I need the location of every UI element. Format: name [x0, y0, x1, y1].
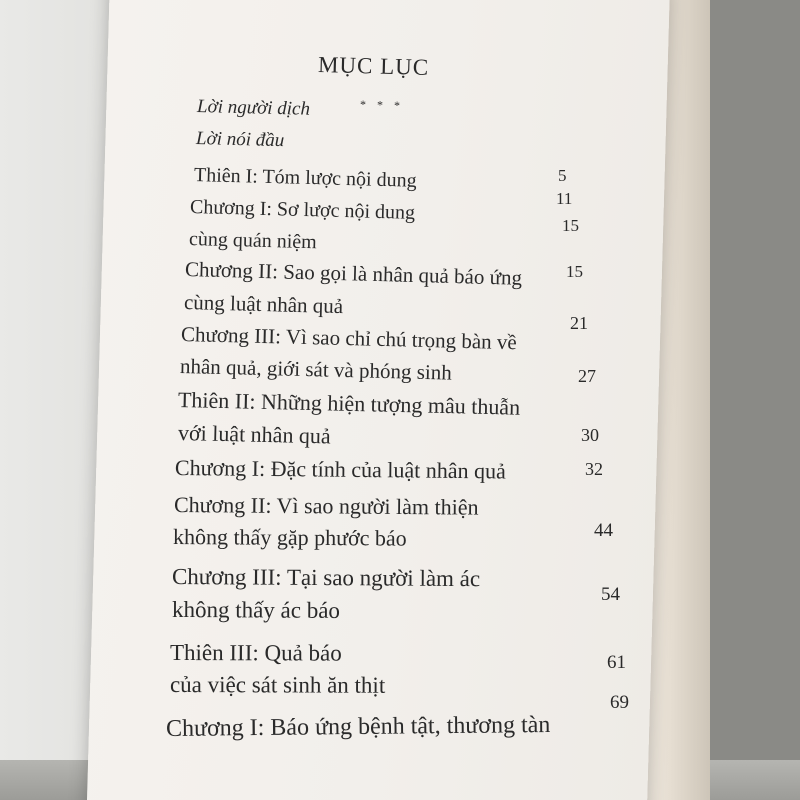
toc-page-number: 15 — [566, 262, 583, 281]
toc-page-number: 30 — [581, 425, 599, 445]
toc-entry: Chương I: Đặc tính của luật nhân quả — [174, 455, 506, 484]
toc-entry: cùng luật nhân quả — [183, 290, 344, 319]
toc-entry: không thấy gặp phước báo — [172, 524, 407, 551]
toc-page-number: 32 — [585, 459, 603, 479]
toc-entry: Chương II: Sao gọi là nhân quả báo ứng — [184, 257, 523, 290]
toc-entry: nhân quả, giới sát và phóng sinh — [179, 354, 453, 385]
toc-entry: Lời người dịch — [196, 96, 311, 120]
toc-entry: Lời nói đầu — [195, 128, 285, 152]
toc-entry: Chương II: Vì sao người làm thiện — [173, 492, 479, 520]
toc-page-number: 44 — [594, 520, 613, 541]
toc-title: MỤC LỤC — [317, 52, 430, 80]
toc-separator: * * * — [359, 97, 405, 113]
toc-entry: Chương I: Sơ lược nội dung — [189, 196, 416, 224]
toc-entry: Thiên I: Tóm lược nội dung — [193, 164, 417, 192]
toc-page-number: 5 — [558, 166, 567, 185]
toc-entry: với luật nhân quả — [177, 420, 332, 449]
toc-page-number: 11 — [556, 189, 573, 208]
toc-entry: Thiên III: Quả báo — [169, 640, 342, 666]
toc-entry: Chương I: Báo ứng bệnh tật, thương tàn — [165, 711, 551, 742]
toc-entry: Thiên II: Những hiện tượng mâu thuẫn — [177, 387, 521, 420]
toc-entry: không thấy ác báo — [171, 597, 341, 623]
toc-page-number: 69 — [610, 692, 629, 713]
toc-entry: cùng quán niệm — [188, 228, 318, 254]
toc-page-number: 15 — [562, 216, 579, 235]
toc-page-number: 54 — [601, 584, 620, 605]
toc-page-number: 21 — [570, 313, 588, 333]
toc-page-number: 27 — [578, 366, 596, 386]
toc-entry: Chương III: Vì sao chỉ chú trọng bàn về — [180, 322, 518, 355]
toc-entry: Chương III: Tại sao người làm ác — [171, 564, 481, 592]
toc-entry: của việc sát sinh ăn thịt — [169, 672, 386, 698]
toc-page-number: 61 — [607, 652, 626, 673]
